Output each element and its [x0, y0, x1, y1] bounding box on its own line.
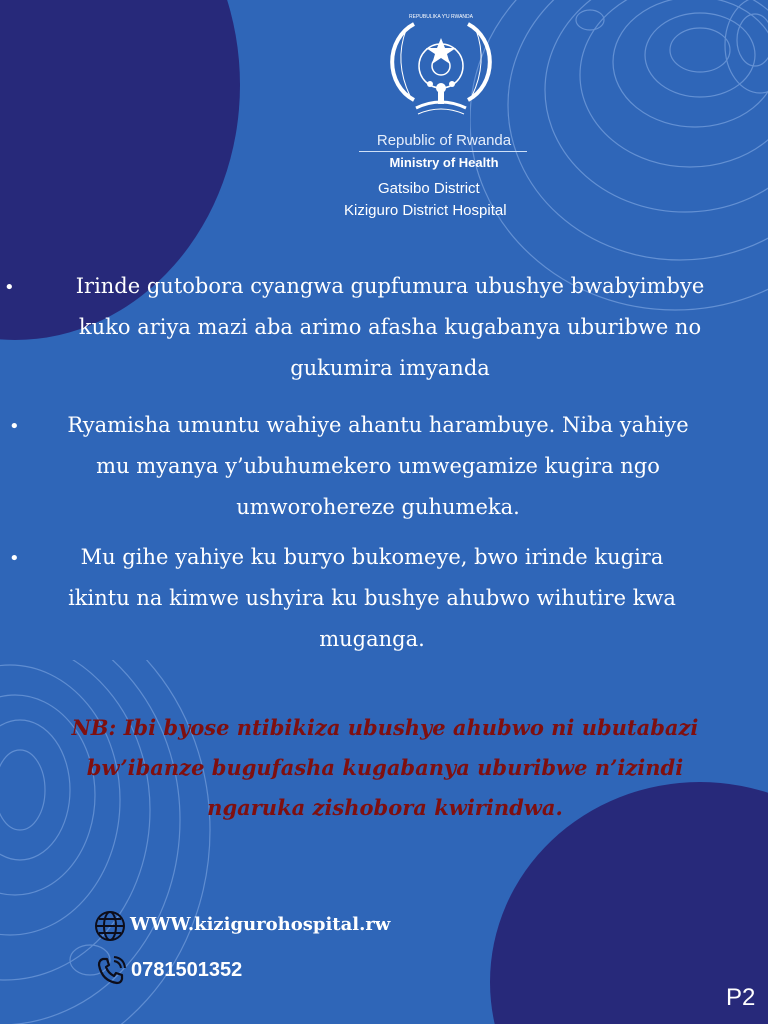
- phone-number[interactable]: 0781501352: [131, 959, 243, 981]
- website-row[interactable]: [94, 910, 391, 947]
- bullet-dot: •: [9, 548, 20, 569]
- bullet-item-1: [0, 266, 768, 391]
- emblem-caption: REPUBULIKA Y'U RWANDA: [409, 14, 473, 20]
- rwanda-coat-of-arms-icon: [386, 4, 496, 122]
- phone-icon: [96, 956, 126, 986]
- note-warning: [40, 708, 730, 828]
- globe-icon: [94, 910, 126, 942]
- page-number: P2: [726, 984, 756, 1011]
- bullet-text: [40, 266, 740, 389]
- bullet-line: Ryamisha umuntu wahiye ahantu harambuye. Niba yahiye: [67, 413, 689, 437]
- bullet-line: muganga.: [319, 627, 425, 651]
- bullet-line: umworohereze guhumeka.: [236, 495, 520, 519]
- bullet-line: gukumira imyanda: [290, 356, 490, 380]
- note-line: bw’ibanze bugufasha kugabanya uburibwe n’izindi: [86, 755, 684, 780]
- bullet-text: [28, 405, 728, 528]
- bullet-line: Mu gihe yahiye ku buryo bukomeye, bwo irinde kugira: [80, 545, 664, 569]
- bullet-line: Irinde gutobora cyangwa gupfumura ubushye bwabyimbye: [75, 274, 705, 298]
- bullet-dot: •: [9, 416, 20, 437]
- bullet-item-3: [0, 537, 768, 662]
- bullet-dot: •: [4, 277, 15, 298]
- bullet-item-2: [0, 405, 768, 530]
- bullet-line: mu myanya y’ubuhumekero umwegamize kugira ngo: [96, 454, 660, 478]
- header-divider: [359, 151, 527, 152]
- bullet-text: [22, 537, 722, 660]
- note-line: ngaruka zishobora kwirindwa.: [207, 795, 563, 820]
- bullet-line: ikintu na kimwe ushyira ku bushye ahubwo wihutire kwa: [68, 586, 676, 610]
- header: [0, 0, 768, 230]
- phone-row[interactable]: [96, 956, 243, 991]
- hospital-name: Kiziguro District Hospital: [344, 202, 507, 219]
- note-line: NB: Ibi byose ntibikiza ubushye ahubwo ni ubutabazi: [71, 715, 699, 740]
- republic-title: Republic of Rwanda: [376, 132, 512, 149]
- ministry-title: Ministry of Health: [389, 155, 499, 170]
- website-link[interactable]: WWW.kizigurohospital.rw: [130, 914, 391, 935]
- bullet-line: kuko ariya mazi aba arimo afasha kugabanya uburibwe no: [78, 315, 702, 339]
- district-name: Gatsibo District: [378, 180, 480, 197]
